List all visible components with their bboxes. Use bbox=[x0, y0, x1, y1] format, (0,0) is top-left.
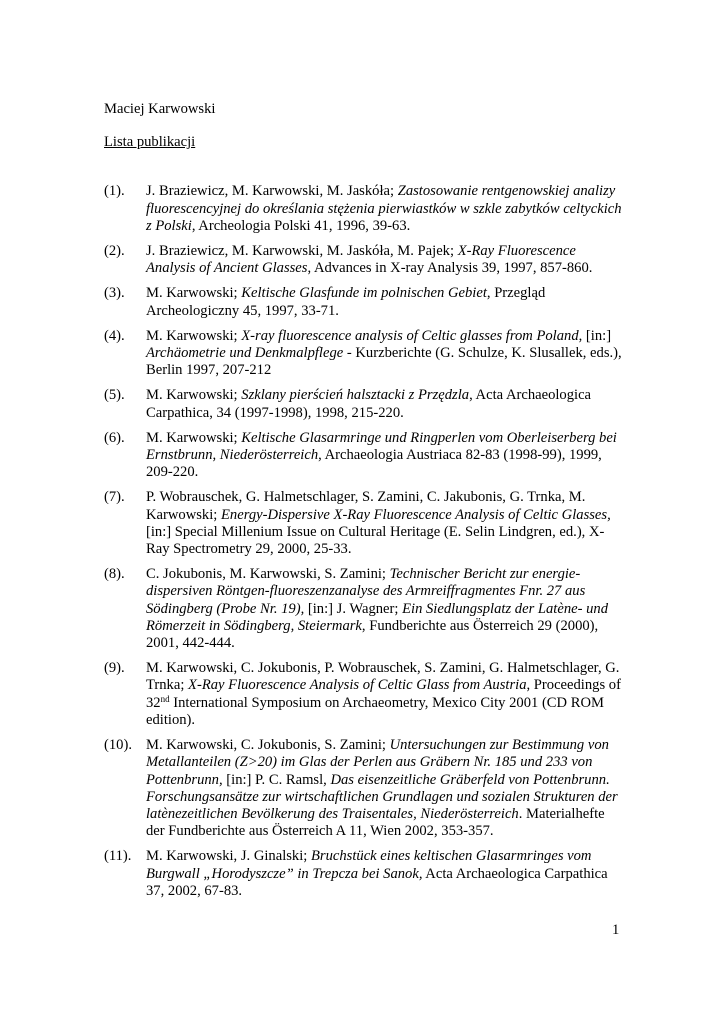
citation-text: [in:] P. C. Ramsl, bbox=[222, 771, 331, 788]
publication-citation bbox=[146, 430, 624, 482]
publication-number: (1). bbox=[104, 183, 125, 200]
publication-item bbox=[104, 387, 624, 421]
publication-citation bbox=[146, 387, 624, 421]
citation-text: M. Karwowski, C. Jokubonis, S. Zamini; bbox=[146, 737, 390, 754]
list-title: Lista publikacji bbox=[104, 134, 196, 151]
citation-title: Keltische Glasfunde im polnischen Gebiet bbox=[241, 285, 487, 302]
citation-text: C. Jokubonis, M. Karwowski, S. Zamini; bbox=[146, 566, 390, 583]
citation-text: , Advances in X-ray Analysis 39, 1997, 857-860. bbox=[307, 260, 593, 277]
publication-item bbox=[104, 183, 624, 235]
citation-text: J. Braziewicz, M. Karwowski, M. Jaskóła; bbox=[146, 183, 398, 200]
publication-item bbox=[104, 243, 624, 277]
citation-title: X-ray fluorescence analysis of Celtic glasses from Poland bbox=[241, 327, 579, 344]
publication-item bbox=[104, 737, 624, 840]
citation-text: M. Karwowski; bbox=[146, 387, 242, 404]
publication-citation bbox=[146, 183, 624, 235]
publication-item bbox=[104, 285, 624, 319]
citation-text: M. Karwowski; bbox=[146, 285, 242, 302]
citation-title: Bruchstück eines keltischen Glasarmringes vom Burgwall „Horodyszcze” in Trepcza bei Sanok, bbox=[146, 848, 592, 882]
citation-text: M. Karwowski, C. Jokubonis, P. Wobrauschek, S. Zamini, G. Halmetschlager, G. Trnka; bbox=[146, 660, 620, 694]
publication-citation bbox=[146, 566, 624, 652]
publication-number: (5). bbox=[104, 387, 125, 404]
publication-item bbox=[104, 848, 624, 900]
publication-citation bbox=[146, 243, 624, 277]
publication-number: (2). bbox=[104, 243, 125, 260]
author-name: Maciej Karwowski bbox=[104, 101, 216, 117]
publication-item bbox=[104, 566, 624, 652]
publication-item bbox=[104, 328, 624, 380]
superscript-text: nd bbox=[160, 693, 170, 704]
page-number: 1 bbox=[612, 922, 620, 938]
citation-title: X-Ray Fluorescence Analysis of Ancient Glasses bbox=[146, 243, 576, 277]
citation-text: , Acta Archaeologica Carpathica, 34 (1997-1998), 1998, 215-220. bbox=[146, 387, 592, 421]
publication-list bbox=[104, 183, 624, 900]
citation-text: M. Karwowski; bbox=[146, 429, 242, 446]
citation-title: X-Ray Fluorescence Analysis of Celtic Glass from Austria bbox=[188, 677, 527, 694]
document-page bbox=[104, 101, 624, 908]
publication-number: (6). bbox=[104, 429, 125, 446]
publication-number: (8). bbox=[104, 566, 125, 583]
citation-text: - Kurzberichte (G. Schulze, K. Slusallek, eds.), Berlin 1997, 207-212 bbox=[146, 345, 622, 379]
publication-number: (4). bbox=[104, 327, 125, 344]
citation-text: J. Braziewicz, M. Karwowski, M. Jaskóła, M. Pajek; bbox=[146, 243, 458, 260]
publication-number: (11). bbox=[104, 848, 132, 865]
citation-title: Technischer Bericht zur energie-dispersiven Röntgen-fluoreszenzanalyse des Armreiffragmentes Fnr. 27 aus Södingberg (Probe Nr. 19), bbox=[146, 566, 586, 617]
citation-title: Zastosowanie rentgenowskiej analizy fluorescencyjnej do określania stężenia pierwiastków w szkle zabytków celtyckich z Polski bbox=[146, 183, 622, 234]
citation-text: Acta Archaeologica Carpathica 37, 2002, 67-83. bbox=[146, 865, 608, 899]
publication-citation bbox=[146, 328, 624, 380]
citation-title: Archäometrie und Denkmalpflege bbox=[146, 345, 344, 362]
citation-text: International Symposium on Archaeometry, Mexico City 2001 (CD ROM edition). bbox=[146, 694, 604, 728]
citation-title: Energy-Dispersive X-Ray Fluorescence Analysis of Celtic Glasses, bbox=[221, 506, 611, 523]
citation-text: , Archeologia Polski 41, 1996, 39-63. bbox=[191, 217, 411, 234]
publication-number: (10). bbox=[104, 737, 132, 754]
citation-text: M. Karwowski, J. Ginalski; bbox=[146, 848, 311, 865]
publication-citation bbox=[146, 489, 624, 558]
publication-item bbox=[104, 430, 624, 482]
citation-text: , Przegląd Archeologiczny 45, 1997, 33-71. bbox=[146, 285, 546, 319]
publication-citation bbox=[146, 285, 624, 319]
publication-number: (7). bbox=[104, 489, 125, 506]
publication-number: (9). bbox=[104, 660, 125, 677]
citation-text: , Fundberichte aus Österreich 29 (2000), 2001, 442-444. bbox=[146, 617, 599, 652]
publication-item bbox=[104, 489, 624, 558]
citation-text: P. Wobrauschek, G. Halmetschlager, S. Zamini, C. Jakubonis, G. Trnka, M. Karwowski; bbox=[146, 489, 586, 523]
citation-text: [in:] Special Millenium Issue on Cultural Heritage (E. Selin Lindgren, ed.), X-Ray Spectrometry 29, 2000, 25-33. bbox=[146, 523, 605, 558]
citation-text: , Archaeologia Austriaca 82-83 (1998-99), 1999, 209-220. bbox=[146, 447, 602, 481]
citation-title: Das eisenzeitliche Gräberfeld von Pottenbrunn. Forschungsansätze zur wirtschaftlichen Grundlagen und sozialen Strukturen der latènezeitlichen Bevölkerung des Traisentales, Niederösterreich bbox=[146, 771, 618, 822]
citation-text: , Proceedings of 32 bbox=[146, 677, 621, 711]
publication-number: (3). bbox=[104, 285, 125, 302]
publication-citation bbox=[146, 737, 624, 840]
citation-title: Untersuchungen zur Bestimmung von Metallanteilen (Z>20) im Glas der Perlen aus Gräbern Nr. 185 und 233 von Pottenbrunn, bbox=[146, 737, 609, 788]
citation-text: [in:] J. Wagner; bbox=[304, 600, 403, 617]
citation-title: Szklany pierścień halsztacki z Przędzla bbox=[241, 387, 470, 404]
citation-text: M. Karwowski; bbox=[146, 327, 242, 344]
publication-citation bbox=[146, 660, 624, 729]
publication-citation bbox=[146, 848, 624, 900]
citation-title: Keltische Glasarmringe und Ringperlen vom Oberleiserberg bei Ernstbrunn, Niederösterreich bbox=[146, 429, 617, 464]
citation-text: . Materialhefte der Fundberichte aus Österreich A 11, Wien 2002, 353-357. bbox=[146, 805, 605, 840]
citation-title: Ein Siedlungsplatz der Latène- und Römerzeit in Södingberg, Steiermark bbox=[146, 600, 609, 634]
publication-item bbox=[104, 660, 624, 729]
citation-text: , [in:] bbox=[578, 327, 612, 344]
